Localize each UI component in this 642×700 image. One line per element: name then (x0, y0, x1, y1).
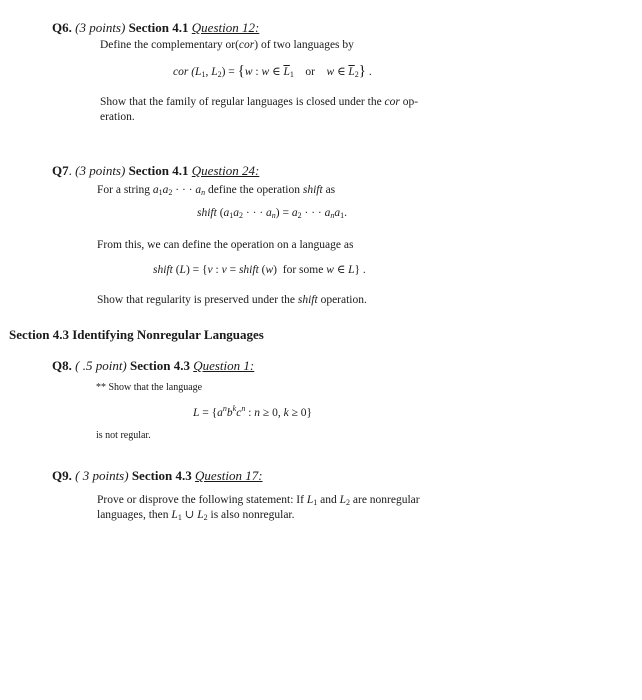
q7-from-text: From this, we can define the operation on a language as (97, 239, 354, 251)
q7-language-equation: shift (L) = {v : v = shift (w) for some w ∈ L} . (153, 264, 366, 276)
q8-section: Section 4.3 (130, 358, 190, 373)
q7-line1: For a string $a_1a_2$ · · · $a_n$ define the operation shift as (97, 184, 336, 197)
q6-equation: cor ($L_1$, $L_2) = \{w$ : w ∈ $\overline{L}_1$ or w ∈ $\overline{L}_2$} . (173, 63, 372, 79)
q7-number: Q7 (52, 163, 69, 178)
q8-line1: ** Show that the language (96, 382, 203, 393)
q8-number: Q8. (52, 358, 72, 373)
q6-points: (3 points) (75, 20, 126, 35)
q9-line1: Prove or disprove the following statement: If $L_1$ and $L_2$ are nonregular (97, 494, 420, 507)
q9-question-link[interactable]: Question 17: (195, 468, 263, 483)
q7-question-link[interactable]: Question 24: (191, 163, 260, 178)
q9-number: Q9. (52, 468, 72, 483)
q6-show-line1: Show that the family of regular languages is closed under the cor op- (100, 96, 419, 108)
section-4-3-title: Section 4.3 Identifying Nonregular Languages (9, 327, 264, 342)
q8-points: ( .5 point) (75, 358, 127, 373)
q7-shift-equation: shift ($a_1a_2$ · · · $a_n) = a_2$ · · · $a_na_1$. (197, 207, 347, 220)
q6-section: Section 4.1 (128, 20, 189, 35)
q9-section: Section 4.3 (131, 468, 192, 483)
q9-points: ( 3 points) (75, 468, 129, 483)
q8-line2: is not regular. (96, 430, 151, 441)
q6-heading (52, 20, 259, 36)
q9-heading (52, 468, 263, 484)
q7-show: Show that regularity is preserved under the shift operation. (97, 294, 367, 306)
q8-question-link[interactable]: Question 1: (193, 358, 255, 373)
q7-heading: Q7. (3 points) Section 4.1 Question 24: (52, 163, 260, 178)
q7-points: (3 points) (75, 163, 126, 178)
q8-heading (52, 358, 254, 374)
q7-section: Section 4.1 (128, 163, 189, 178)
q6-show-line2: eration. (100, 111, 135, 123)
q9-line2: languages, then $L_1$ ∪ $L_2$ is also nonregular. (97, 509, 295, 522)
q8-language-equation: $L = \{a^nb^kc^n$ : n ≥ 0, k ≥ 0} (193, 404, 313, 419)
q6-question-link[interactable]: Question 12: (191, 20, 260, 35)
q6-number: Q6. (52, 20, 72, 35)
q6-definition: Define the complementary or(cor) of two languages by (100, 39, 354, 51)
